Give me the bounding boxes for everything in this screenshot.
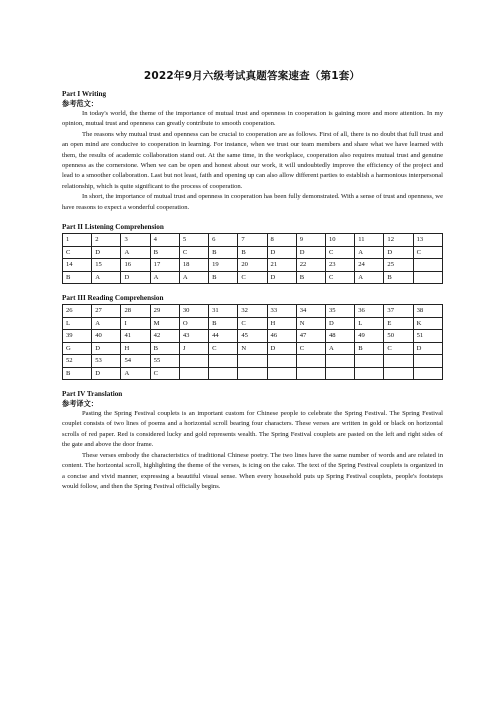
answer-cell: B (150, 246, 179, 259)
question-number-cell: 52 (63, 355, 92, 368)
answer-cell: D (296, 246, 325, 259)
question-number-cell: 9 (296, 234, 325, 247)
writing-heading: Part I Writing (62, 90, 107, 98)
answer-cell: C (413, 246, 442, 259)
question-number-cell: 20 (238, 259, 267, 272)
question-number-cell: 31 (209, 305, 238, 318)
answer-cell: D (384, 246, 413, 259)
question-number-cell: 3 (121, 234, 150, 247)
question-number-cell (209, 355, 238, 368)
answer-cell: A (355, 246, 384, 259)
answer-cell: B (296, 271, 325, 284)
question-number-cell: 27 (92, 305, 121, 318)
question-number-cell (355, 355, 384, 368)
question-number-cell (238, 355, 267, 368)
listening-heading: Part II Listening Comprehension (62, 223, 164, 232)
answer-cell: C (63, 246, 92, 259)
answer-cell: A (121, 246, 150, 259)
translation-paragraph: These verses embody the characteristics of traditional Chinese poetry. The two lines have the same number of words and are related in content. The horizontal scroll, highlighting the theme of the verses, is icing on the cake. The text of the Spring Festival couplets is organized in a concise and vivid manner, expressing a beautiful visual sense. When every household puts up Spring Festival couplets, people's footsteps would follow, and then the Spring Festival officially begins. (62, 451, 443, 490)
answer-cell: B (238, 246, 267, 259)
question-number-cell: 14 (63, 259, 92, 272)
answer-cell: B (209, 271, 238, 284)
answer-cell: I (121, 317, 150, 330)
translation-label: 参考译文： (62, 399, 98, 409)
answer-cell: D (267, 342, 296, 355)
answer-row (63, 342, 443, 355)
answer-cell: L (355, 317, 384, 330)
answer-cell: B (150, 342, 179, 355)
answer-cell: C (209, 342, 238, 355)
question-number-cell: 48 (325, 330, 354, 343)
question-number-cell: 55 (150, 355, 179, 368)
translation-paragraph: Pasting the Spring Festival couplets is an important custom for Chinese people to celebrate the Spring Festival. The Spring Festival couplet consists of two lines of poems and a horizontal scroll bearing four characters. These verses are written in gold or black on horizontal scrolls of red paper. Red is considered lucky and gold represents wealth. The Spring Festival couplets are pasted on the left and right sides of the gate and above the door frame. (62, 410, 443, 449)
question-number-cell: 22 (296, 259, 325, 272)
answer-cell: D (92, 246, 121, 259)
answer-cell: B (355, 342, 384, 355)
answer-cell: C (150, 367, 179, 380)
answer-cell (238, 367, 267, 380)
question-number-cell: 7 (238, 234, 267, 247)
answer-cell (179, 367, 208, 380)
answer-cell: A (92, 271, 121, 284)
question-number-cell: 2 (92, 234, 121, 247)
answer-cell: H (267, 317, 296, 330)
question-number-cell: 13 (413, 234, 442, 247)
answer-row (63, 330, 443, 343)
answer-cell: G (63, 342, 92, 355)
answer-cell: D (267, 246, 296, 259)
question-number-cell: 29 (150, 305, 179, 318)
answer-cell: L (63, 317, 92, 330)
answer-cell: H (121, 342, 150, 355)
question-number-cell: 33 (267, 305, 296, 318)
question-number-cell: 36 (355, 305, 384, 318)
reading-answer-table (62, 304, 443, 380)
answer-cell: M (150, 317, 179, 330)
page-title: 2022年9月六级考试真题答案速查（第1套） (143, 70, 361, 82)
answer-cell: N (238, 342, 267, 355)
answer-cell: B (63, 367, 92, 380)
answer-cell: A (121, 367, 150, 380)
question-number-cell: 50 (384, 330, 413, 343)
question-number-cell: 25 (384, 259, 413, 272)
answer-cell: C (384, 342, 413, 355)
answer-cell: C (179, 246, 208, 259)
question-number-cell: 16 (121, 259, 150, 272)
question-number-cell: 11 (355, 234, 384, 247)
question-number-cell: 19 (209, 259, 238, 272)
answer-row (63, 234, 443, 247)
reading-heading: Part III Reading Comprehension (62, 294, 164, 303)
question-number-cell (413, 259, 442, 272)
answer-row (63, 367, 443, 380)
answer-cell (296, 367, 325, 380)
question-number-cell: 24 (355, 259, 384, 272)
question-number-cell: 26 (63, 305, 92, 318)
question-number-cell: 17 (150, 259, 179, 272)
question-number-cell: 39 (63, 330, 92, 343)
question-number-cell: 44 (209, 330, 238, 343)
answer-cell: C (238, 271, 267, 284)
question-number-cell: 34 (296, 305, 325, 318)
question-number-cell: 40 (92, 330, 121, 343)
answer-row (63, 271, 443, 284)
question-number-cell: 47 (296, 330, 325, 343)
question-number-cell: 32 (238, 305, 267, 318)
question-number-cell: 38 (413, 305, 442, 318)
answer-cell (413, 271, 442, 284)
question-number-cell: 18 (179, 259, 208, 272)
answer-cell: K (413, 317, 442, 330)
answer-cell: C (296, 342, 325, 355)
question-number-cell: 43 (179, 330, 208, 343)
translation-heading: Part IV Translation (62, 390, 123, 399)
writing-paragraph: In short, the importance of mutual trust and openness in cooperation has been fully demonstrated. With a sense of trust and openness, we have reasons to expect a wonderful cooperation. (62, 193, 443, 211)
question-number-cell: 12 (384, 234, 413, 247)
question-number-cell: 10 (325, 234, 354, 247)
answer-cell: A (150, 271, 179, 284)
answer-cell: D (121, 271, 150, 284)
answer-cell: D (92, 367, 121, 380)
answer-cell (267, 367, 296, 380)
question-number-cell: 21 (267, 259, 296, 272)
question-number-cell (413, 355, 442, 368)
answer-cell: A (92, 317, 121, 330)
answer-cell: D (413, 342, 442, 355)
question-number-cell: 6 (209, 234, 238, 247)
answer-cell: J (179, 342, 208, 355)
answer-cell: B (209, 246, 238, 259)
answer-cell: D (267, 271, 296, 284)
answer-cell: C (325, 246, 354, 259)
question-number-cell (296, 355, 325, 368)
answer-row (63, 259, 443, 272)
answer-cell (355, 367, 384, 380)
answer-cell: D (325, 317, 354, 330)
question-number-cell: 45 (238, 330, 267, 343)
question-number-cell: 30 (179, 305, 208, 318)
answer-cell: B (63, 271, 92, 284)
answer-row (63, 317, 443, 330)
question-number-cell: 42 (150, 330, 179, 343)
document-content (62, 84, 443, 492)
answer-cell: C (238, 317, 267, 330)
answer-cell: B (384, 271, 413, 284)
question-number-cell: 46 (267, 330, 296, 343)
question-number-cell (267, 355, 296, 368)
answer-cell: A (355, 271, 384, 284)
question-number-cell: 41 (121, 330, 150, 343)
answer-cell: B (209, 317, 238, 330)
answer-cell: C (325, 271, 354, 284)
question-number-cell: 8 (267, 234, 296, 247)
question-number-cell: 5 (179, 234, 208, 247)
answer-cell: A (325, 342, 354, 355)
listening-answer-table (62, 233, 443, 284)
question-number-cell: 4 (150, 234, 179, 247)
answer-cell: O (179, 317, 208, 330)
answer-row (63, 246, 443, 259)
question-number-cell: 15 (92, 259, 121, 272)
answer-cell (413, 367, 442, 380)
question-number-cell (384, 355, 413, 368)
question-number-cell: 51 (413, 330, 442, 343)
answer-cell: E (384, 317, 413, 330)
question-number-cell: 35 (325, 305, 354, 318)
writing-paragraph: The reasons why mutual trust and openness can be crucial to cooperation are as follows. First of all, there is no doubt that full trust and an open mind are conducive to cooperation in learning. For instance, when we trust our team members and share what we have learned with them, the results of academic collaboration stand out. At the same time, in the workplace, cooperation also requires mutual trust and genuine openness as the cornerstone. When we can be open and honest about our work, it will undoubtedly improve the efficiency of the project and lead to a smoother collaboration. Last but not least, faith and opening up can also allow different parties to establish a harmonious interpersonal relationship, which is quite significant to the process of cooperation. (62, 130, 443, 190)
answer-cell: A (179, 271, 208, 284)
question-number-cell: 53 (92, 355, 121, 368)
question-number-cell: 37 (384, 305, 413, 318)
question-number-cell: 49 (355, 330, 384, 343)
writing-sample-label: 参考范文： (62, 99, 98, 108)
answer-cell (209, 367, 238, 380)
answer-row (63, 355, 443, 368)
question-number-cell (179, 355, 208, 368)
question-number-cell: 1 (63, 234, 92, 247)
writing-paragraph: In today's world, the theme of the importance of mutual trust and openness in cooperation is gaining more and more attention. In my opinion, mutual trust and openness can greatly contribute to smooth cooperation. (62, 110, 443, 128)
answer-cell (325, 367, 354, 380)
question-number-cell: 54 (121, 355, 150, 368)
answer-cell: N (296, 317, 325, 330)
question-number-cell: 23 (325, 259, 354, 272)
answer-cell: D (92, 342, 121, 355)
question-number-cell: 28 (121, 305, 150, 318)
answer-cell (384, 367, 413, 380)
question-number-cell (325, 355, 354, 368)
answer-row (63, 305, 443, 318)
